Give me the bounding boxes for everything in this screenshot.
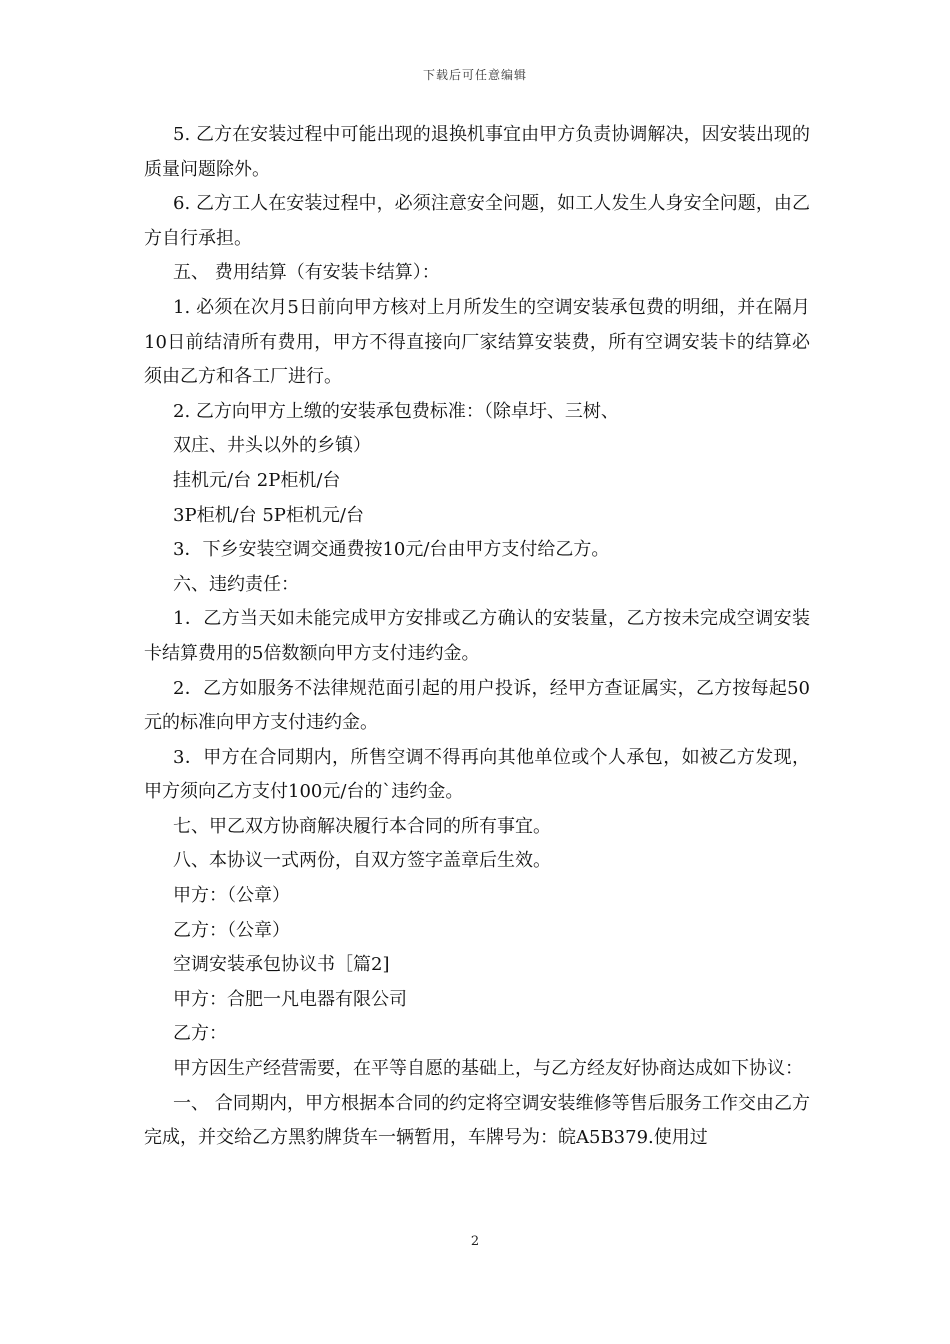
signature-line: 乙方：（公章）: [173, 919, 290, 941]
paragraph: 3．甲方在合同期内，所售空调不得再向其他单位或个人承包，如被乙方发现，甲方须向乙方支付100元/台的`违约金。: [144, 746, 810, 803]
section-heading: 八、本协议一式两份，自双方签字盖章后生效。: [173, 850, 551, 872]
document-title: 空调安装承包协议书［篇2]: [173, 954, 390, 976]
paragraph: 3P柜机/台 5P柜机元/台: [173, 504, 364, 526]
section-heading: 七、甲乙双方协商解决履行本合同的所有事宜。: [173, 815, 551, 837]
document-body: [144, 118, 810, 1156]
paragraph: 6. 乙方工人在安装过程中，必须注意安全问题，如工人发生人身安全问题，由乙方自行承担。: [144, 193, 810, 249]
paragraph: 挂机元/台 2P柜机/台: [173, 469, 341, 491]
paragraph: 2. 乙方向甲方上缴的安装承包费标准：（除卓圩、三树、: [173, 400, 619, 422]
paragraph: 1．乙方当天如未能完成甲方安排或乙方确认的安装量，乙方按未完成空调安装卡结算费用的5倍数额向甲方支付违约金。: [144, 608, 810, 664]
paragraph: 3．下乡安装空调交通费按10元/台由甲方支付给乙方。: [173, 539, 610, 561]
section-heading: 六、违约责任：: [173, 573, 299, 595]
paragraph: 甲方因生产经营需要，在平等自愿的基础上，与乙方经友好协商达成如下协议：: [173, 1058, 803, 1080]
page-header: 下载后可任意编辑: [422, 68, 527, 82]
paragraph: 一、 合同期内，甲方根据本合同的约定将空调安装维修等售后服务工作交由乙方完成，并交给乙方黑豹牌货车一辆暂用，车牌号为：皖A5B379.使用过: [144, 1092, 810, 1149]
party-line: 乙方：: [173, 1023, 227, 1045]
paragraph: 2．乙方如服务不法律规范面引起的用户投诉，经甲方查证属实，乙方按每起50元的标准向甲方支付违约金。: [144, 677, 810, 734]
page-number: 2: [470, 1234, 480, 1249]
paragraph: 5. 乙方在安装过程中可能出现的退换机事宜由甲方负责协调解决，因安装出现的质量问题除外。: [144, 124, 810, 180]
signature-line: 甲方：（公章）: [173, 885, 290, 907]
paragraph: 双庄、井头以外的乡镇）: [173, 435, 371, 457]
section-heading: 五、 费用结算（有安装卡结算）：: [173, 262, 440, 284]
party-line: 甲方：合肥一凡电器有限公司: [173, 988, 407, 1010]
paragraph: 1. 必须在次月5日前向甲方核对上月所发生的空调安装承包费的明细，并在隔月10日前结清所有费用，甲方不得直接向厂家结算安装费，所有空调安装卡的结算必须由乙方和各工厂进行。: [144, 296, 810, 388]
